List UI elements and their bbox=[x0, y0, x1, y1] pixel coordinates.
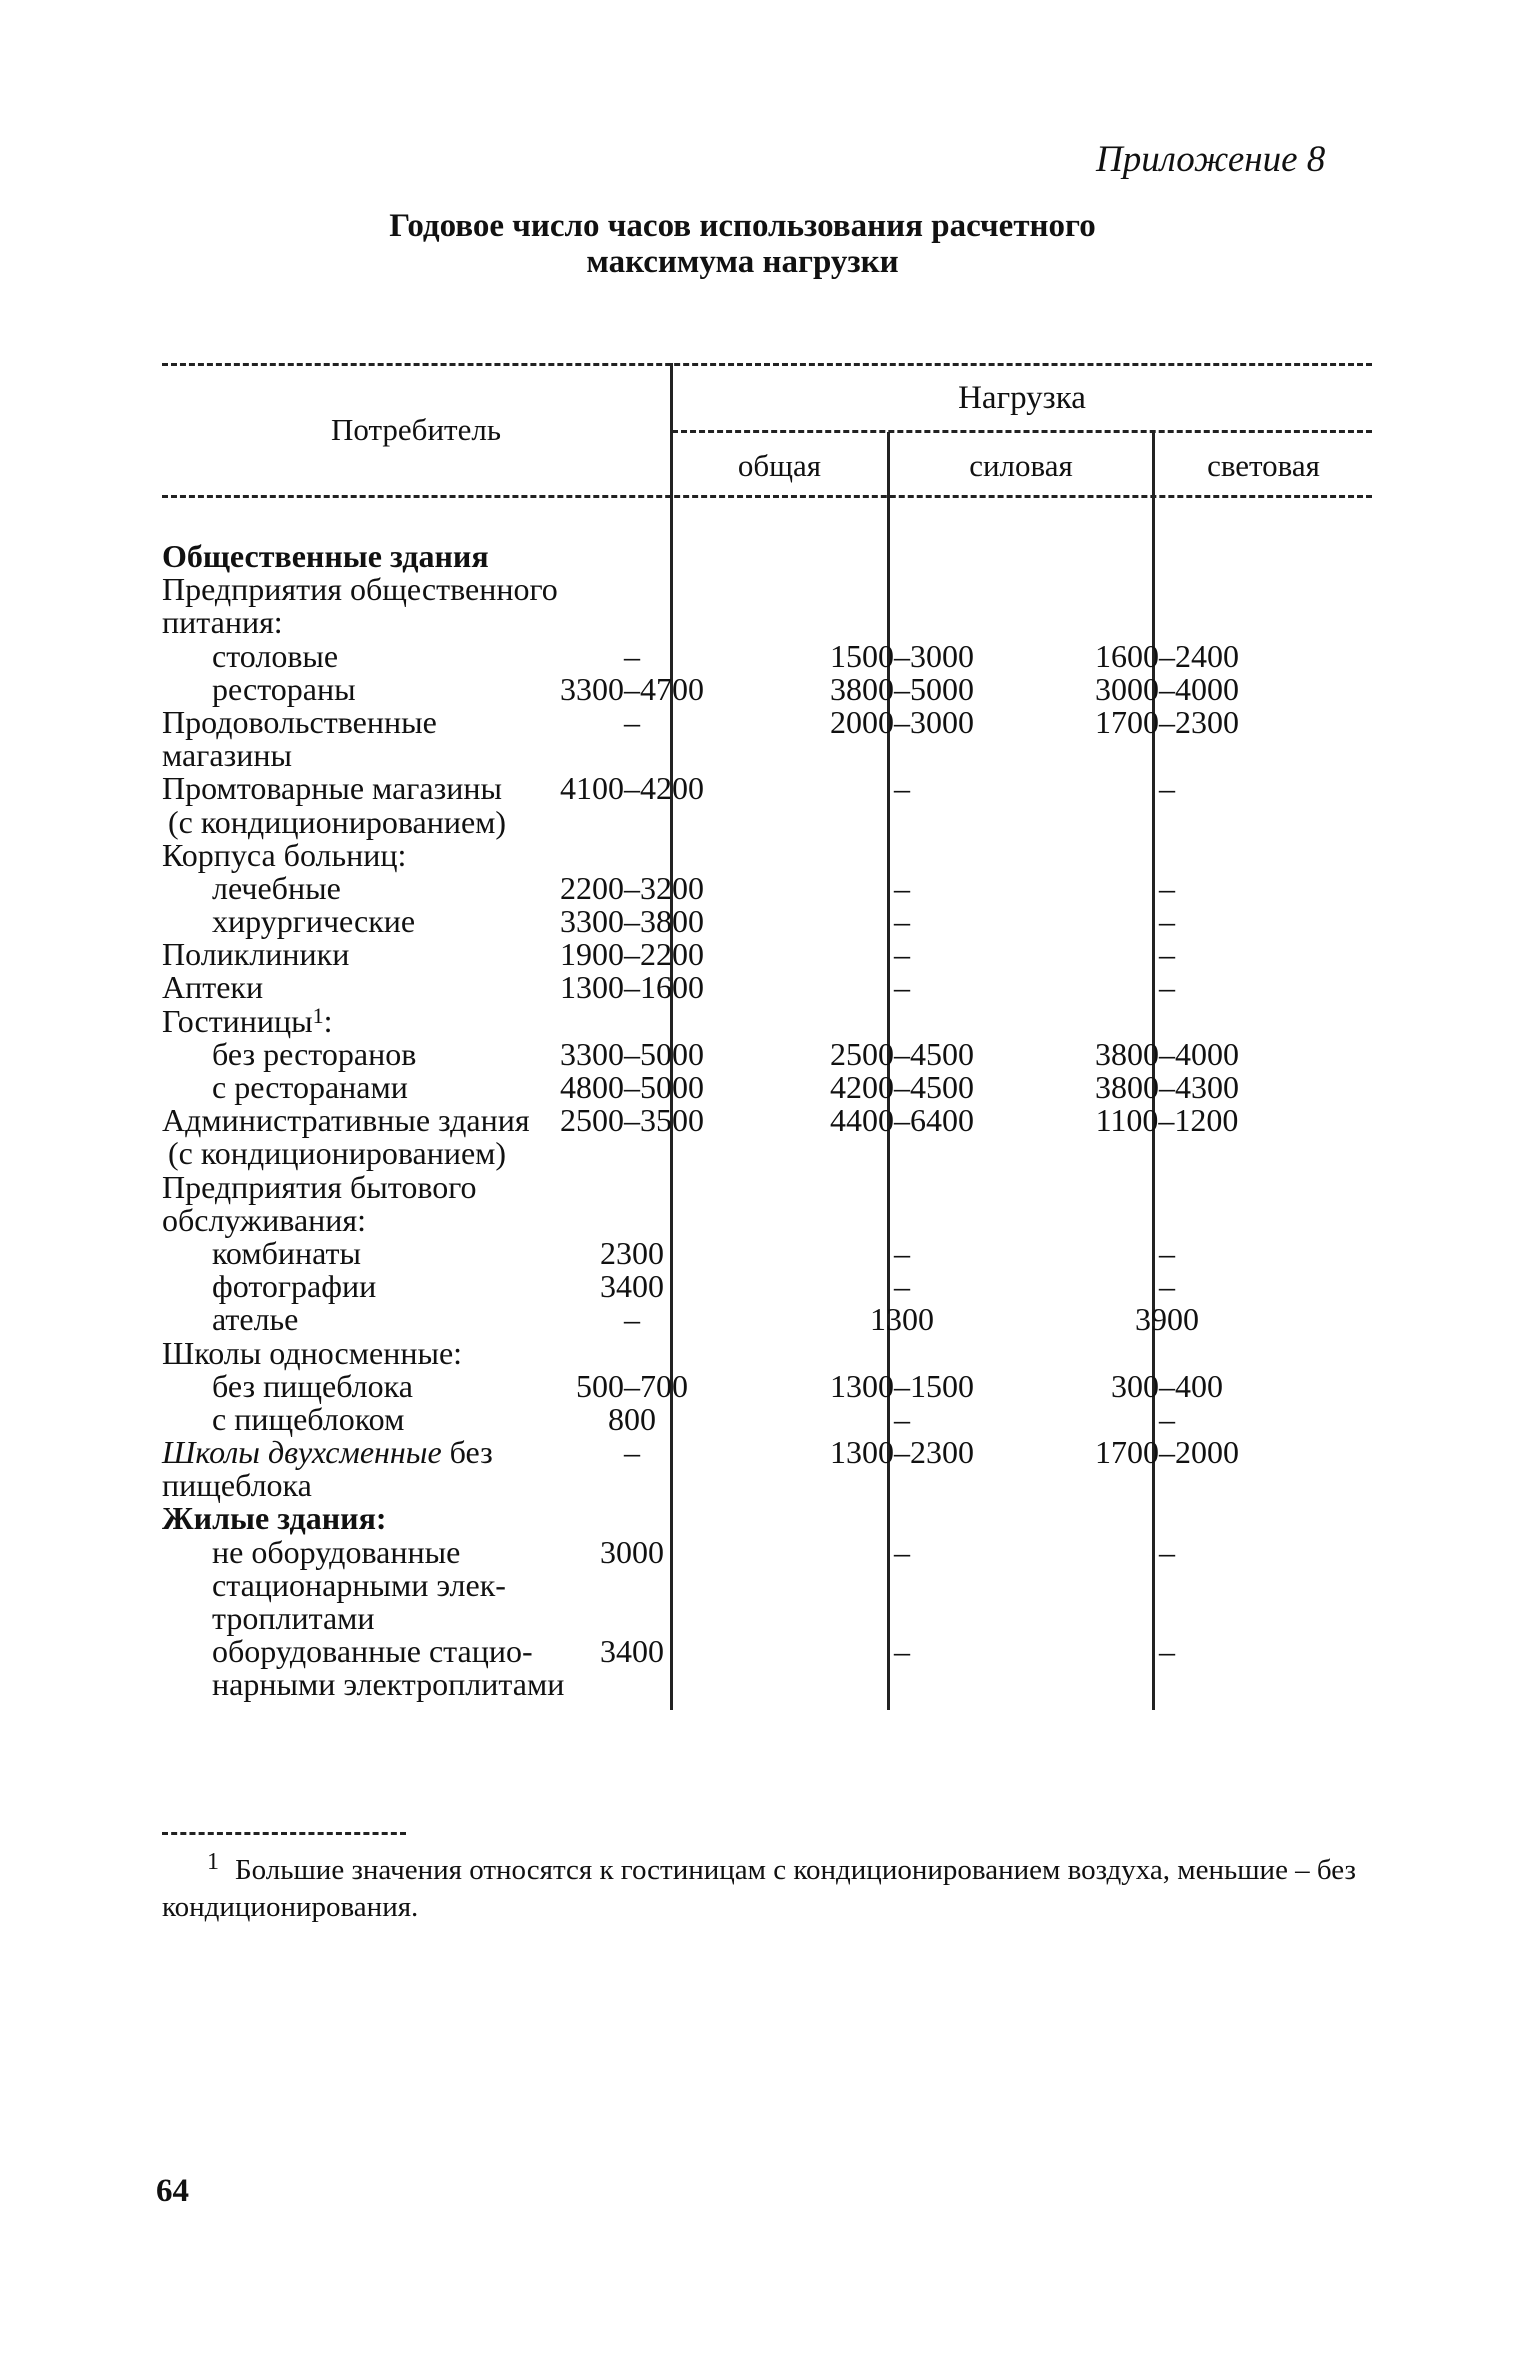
row-label-text: Гостиницы bbox=[162, 1002, 313, 1039]
cell-general-value: 3300–5000 bbox=[560, 1035, 704, 1072]
table-row bbox=[162, 971, 1372, 1004]
row-label bbox=[162, 1334, 463, 1371]
cell-power-value: – bbox=[894, 1533, 910, 1570]
usage-hours-table bbox=[162, 360, 1372, 1710]
cell-general-value: 3400 bbox=[600, 1268, 664, 1305]
row-label-text: (с кондиционированием) bbox=[168, 803, 507, 840]
row-label-text: Промтоварные магазины bbox=[162, 770, 502, 807]
footnote-rule bbox=[162, 1832, 406, 1835]
row-label bbox=[162, 1002, 333, 1039]
row-label bbox=[162, 1469, 312, 1502]
table-row bbox=[162, 1400, 1372, 1437]
table-row bbox=[162, 1602, 1372, 1635]
table-row bbox=[162, 905, 1372, 938]
cell-general-value: 2500–3500 bbox=[560, 1102, 704, 1139]
row-label bbox=[162, 772, 502, 805]
cell-light-value: – bbox=[1159, 936, 1175, 973]
cell-general-value: 500–700 bbox=[576, 1367, 688, 1404]
cell-power-value: 4400–6400 bbox=[830, 1102, 974, 1139]
header-load: Нагрузка bbox=[958, 380, 1086, 416]
cell-general-value: 4800–5000 bbox=[560, 1069, 704, 1105]
row-label-text: питания: bbox=[162, 604, 283, 641]
row-label-text: стационарными элек- bbox=[212, 1566, 506, 1603]
cell-light-value: – bbox=[1159, 969, 1175, 1006]
table-row bbox=[162, 1168, 1372, 1205]
table-row bbox=[162, 836, 1372, 873]
table-row bbox=[162, 1303, 1372, 1336]
table-row bbox=[162, 1533, 1372, 1570]
row-label-text: Аптеки bbox=[162, 969, 264, 1006]
header-light: световая bbox=[1207, 448, 1320, 483]
cell-power-value: 1300–1500 bbox=[830, 1367, 974, 1404]
row-label bbox=[168, 803, 507, 840]
row-label bbox=[212, 1303, 298, 1336]
table-row bbox=[162, 670, 1372, 707]
row-label bbox=[162, 1436, 493, 1469]
cell-light-value: 300–400 bbox=[1111, 1367, 1223, 1404]
table-row bbox=[162, 606, 1372, 639]
header-bottom-rule bbox=[162, 495, 1372, 498]
cell-power-value: 3800–5000 bbox=[830, 670, 974, 707]
cell-light-value: 1600–2400 bbox=[1095, 637, 1239, 674]
cell-general-value: 4100–4200 bbox=[560, 770, 704, 807]
row-label-text: Продовольственные bbox=[162, 703, 437, 740]
table-row bbox=[162, 938, 1372, 971]
row-label-text: пищеблока bbox=[162, 1467, 312, 1504]
cell-general-value: 1300–1600 bbox=[560, 969, 704, 1006]
row-label-text: лечебные bbox=[212, 869, 341, 906]
row-label-text: с пищеблоком bbox=[212, 1400, 405, 1437]
row-label-text: оборудованные стацио- bbox=[212, 1633, 533, 1670]
cell-light-value: – bbox=[1159, 869, 1175, 906]
table-row bbox=[162, 1635, 1372, 1668]
footnote bbox=[162, 1849, 1372, 1926]
row-label-text: без ресторанов bbox=[212, 1035, 417, 1072]
row-label bbox=[212, 1566, 506, 1603]
row-label bbox=[212, 1234, 361, 1271]
row-label-text: нарными электроплитами bbox=[212, 1666, 565, 1703]
row-label-text: ателье bbox=[212, 1301, 299, 1338]
cell-power-value: 2500–4500 bbox=[830, 1035, 974, 1072]
cell-power-value: – bbox=[894, 869, 910, 906]
row-label-tail: без bbox=[441, 1434, 493, 1471]
header-general: общая bbox=[737, 448, 822, 483]
table-row bbox=[162, 573, 1372, 606]
table-row bbox=[162, 1270, 1372, 1303]
cell-power-value: 4200–4500 bbox=[830, 1069, 974, 1105]
row-label-suffix: : bbox=[323, 1002, 333, 1039]
table-row bbox=[162, 772, 1372, 805]
header-consumer: Потребитель bbox=[331, 412, 501, 447]
cell-light-value: – bbox=[1159, 770, 1175, 807]
page-title bbox=[300, 208, 1185, 280]
cell-light-value: – bbox=[1159, 1268, 1175, 1305]
row-label-text: Поликлиники bbox=[162, 936, 350, 973]
row-label bbox=[212, 637, 339, 674]
row-label-text: Жилые здания: bbox=[162, 1500, 387, 1537]
row-label-text: магазины bbox=[162, 737, 292, 774]
row-label-text: Предприятия общественного bbox=[162, 571, 558, 608]
cell-general-value: 1900–2200 bbox=[560, 936, 704, 973]
row-label-text: без пищеблока bbox=[212, 1367, 413, 1404]
cell-general-value: 800 bbox=[608, 1400, 656, 1437]
cell-power-value: – bbox=[894, 1268, 910, 1305]
table-row bbox=[162, 1104, 1372, 1137]
row-label bbox=[212, 1071, 408, 1104]
title-line-2: максимума нагрузки bbox=[586, 244, 899, 280]
cell-light-value: 3000–4000 bbox=[1095, 670, 1239, 707]
page-number: 64 bbox=[156, 2173, 189, 2209]
row-label bbox=[162, 703, 437, 740]
row-label-text: не оборудованные bbox=[212, 1533, 461, 1570]
table-row bbox=[162, 1002, 1372, 1039]
cell-light-value: – bbox=[1159, 1234, 1175, 1271]
cell-general-value: – bbox=[624, 703, 640, 740]
table-row bbox=[162, 1071, 1372, 1104]
cell-power-value: – bbox=[894, 1400, 910, 1437]
header-mid-rule bbox=[672, 430, 1372, 433]
cell-power-value: 1500–3000 bbox=[830, 637, 974, 674]
row-label-text: рестораны bbox=[212, 670, 356, 707]
title-line-1: Годовое число часов использования расчетного bbox=[389, 208, 1096, 244]
cell-general-value: 3300–4700 bbox=[560, 670, 704, 707]
row-label-text: обслуживания: bbox=[162, 1201, 367, 1238]
row-label bbox=[212, 1635, 533, 1668]
table-row bbox=[162, 869, 1372, 906]
row-label bbox=[162, 938, 349, 971]
cell-power-value: 1300 bbox=[870, 1301, 934, 1338]
table-row bbox=[162, 703, 1372, 740]
row-label-text: троплитами bbox=[212, 1600, 375, 1636]
footnote-mark: 1 bbox=[207, 1849, 219, 1875]
table-row bbox=[162, 637, 1372, 674]
row-label bbox=[212, 905, 415, 938]
row-label bbox=[212, 1602, 375, 1635]
footnote-reference: 1 bbox=[312, 1002, 324, 1028]
row-label-text: Школы двухсменные bbox=[162, 1434, 442, 1471]
row-label bbox=[212, 1533, 461, 1570]
cell-power-value: 2000–3000 bbox=[830, 703, 974, 740]
cell-light-value: – bbox=[1159, 1633, 1175, 1670]
table-body bbox=[162, 540, 1372, 1702]
cell-power-value: 1300–2300 bbox=[830, 1434, 974, 1471]
table-row bbox=[162, 803, 1372, 840]
cell-light-value: – bbox=[1159, 1400, 1175, 1437]
header-power: силовая bbox=[969, 448, 1073, 483]
table-row bbox=[162, 540, 1372, 573]
row-label-text: хирургические bbox=[212, 903, 416, 940]
cell-general-value: 3000 bbox=[600, 1533, 664, 1570]
cell-light-value: 1100–1200 bbox=[1095, 1102, 1239, 1139]
table-row bbox=[162, 1469, 1372, 1502]
table-row bbox=[162, 739, 1372, 772]
row-label bbox=[212, 670, 356, 707]
row-label bbox=[212, 1035, 417, 1072]
cell-power-value: – bbox=[894, 969, 910, 1006]
row-label-text: комбинаты bbox=[212, 1234, 361, 1271]
row-label-text: Школы односменные: bbox=[162, 1334, 463, 1371]
cell-light-value: 3800–4000 bbox=[1095, 1035, 1239, 1072]
cell-general-value: 2200–3200 bbox=[560, 869, 704, 906]
cell-power-value: – bbox=[894, 1633, 910, 1670]
table-top-rule bbox=[162, 363, 1372, 366]
cell-light-value: 1700–2300 bbox=[1095, 703, 1239, 740]
table-row bbox=[162, 1502, 1372, 1535]
cell-power-value: – bbox=[894, 936, 910, 973]
appendix-label: Приложение 8 bbox=[1096, 139, 1326, 180]
table-row bbox=[162, 1436, 1372, 1469]
row-label bbox=[162, 971, 263, 1004]
cell-general-value: 2300 bbox=[600, 1234, 664, 1271]
row-label bbox=[162, 1201, 367, 1238]
row-label bbox=[212, 1400, 405, 1437]
row-label bbox=[168, 1137, 506, 1170]
row-label-text: Административные здания bbox=[162, 1102, 530, 1139]
row-label-text: фотографии bbox=[212, 1268, 377, 1305]
table-row bbox=[162, 1137, 1372, 1170]
row-label-text: (с кондиционированием) bbox=[168, 1135, 507, 1172]
table-row bbox=[162, 1035, 1372, 1072]
cell-general-value: 3300–3800 bbox=[560, 903, 704, 940]
row-label bbox=[162, 540, 489, 573]
row-label bbox=[162, 606, 283, 639]
table-row bbox=[162, 1566, 1372, 1603]
table-row bbox=[162, 1334, 1372, 1371]
row-label-text: столовые bbox=[212, 637, 339, 674]
row-label bbox=[162, 573, 558, 606]
table-row bbox=[162, 1234, 1372, 1271]
row-label bbox=[212, 1270, 376, 1303]
row-label-text: с ресторанами bbox=[212, 1069, 408, 1105]
cell-power-value: – bbox=[894, 903, 910, 940]
cell-light-value: – bbox=[1159, 1533, 1175, 1570]
row-label bbox=[212, 869, 341, 906]
row-label-text: Предприятия бытового bbox=[162, 1168, 477, 1205]
row-label bbox=[162, 739, 292, 772]
cell-general-value: – bbox=[624, 1434, 640, 1471]
row-label bbox=[212, 1668, 564, 1701]
cell-power-value: – bbox=[894, 770, 910, 807]
footnote-text: Большие значения относятся к гостиницам с кондиционированием воздуха, меньшие – без кондиционирования. bbox=[162, 1854, 1356, 1923]
row-label-text: Общественные здания bbox=[162, 538, 489, 574]
row-label-text: Корпуса больниц: bbox=[162, 836, 407, 873]
cell-general-value: 3400 bbox=[600, 1633, 664, 1670]
row-label bbox=[162, 1502, 387, 1535]
cell-light-value: 1700–2000 bbox=[1095, 1434, 1239, 1471]
row-label bbox=[212, 1367, 413, 1404]
row-label bbox=[162, 1168, 477, 1205]
row-label bbox=[162, 1104, 530, 1137]
cell-light-value: 3900 bbox=[1135, 1301, 1199, 1338]
table-row bbox=[162, 1367, 1372, 1404]
cell-light-value: – bbox=[1159, 903, 1175, 940]
table-row bbox=[162, 1201, 1372, 1238]
row-label bbox=[162, 836, 407, 873]
cell-general-value: – bbox=[624, 1301, 640, 1338]
cell-light-value: 3800–4300 bbox=[1095, 1069, 1239, 1105]
table-row bbox=[162, 1668, 1372, 1701]
cell-general-value: – bbox=[624, 637, 640, 674]
cell-power-value: – bbox=[894, 1234, 910, 1271]
